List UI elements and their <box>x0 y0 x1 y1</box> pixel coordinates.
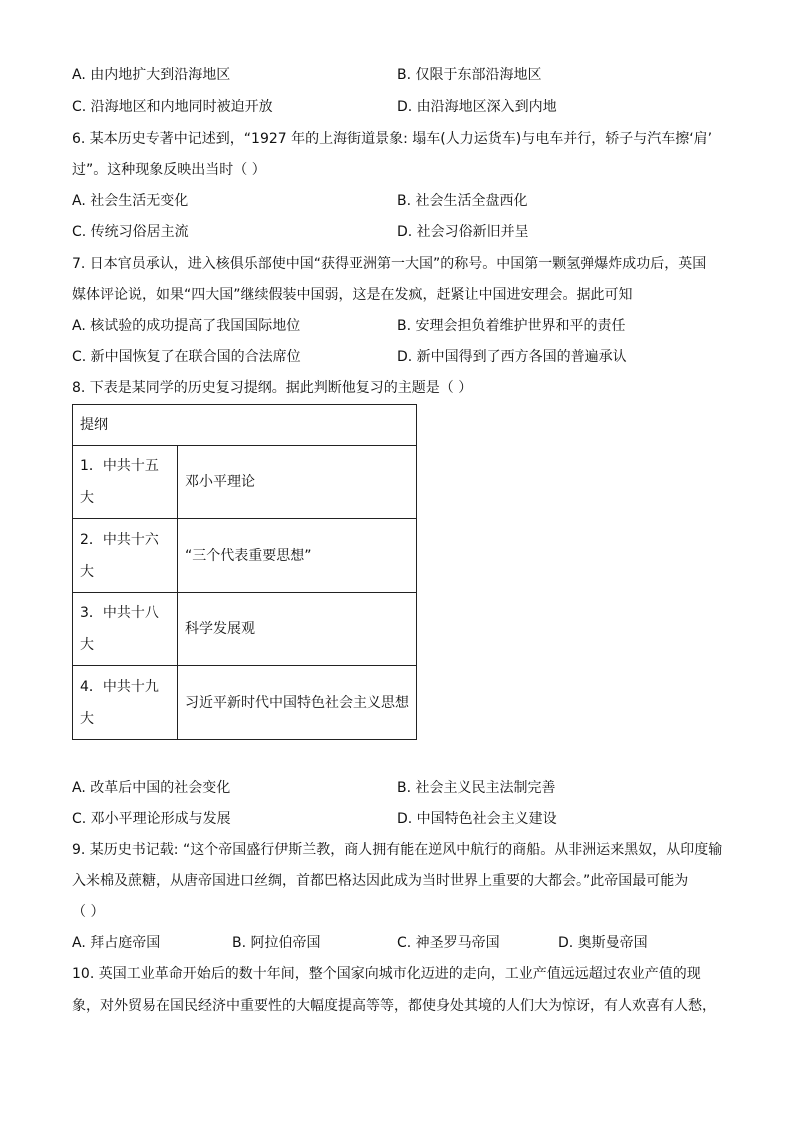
q6-option-b: B. 社会生活全盘西化 <box>397 193 528 209</box>
q8-option-a: A. 改革后中国的社会变化 <box>72 780 231 796</box>
q8-option-d: D. 中国特色社会主义建设 <box>397 811 557 827</box>
q7-stem-line1: 7. 日本官员承认，进入核俱乐部使中国“获得亚洲第一大国”的称号。中国第一颗氢弹爆炸成功后，英国 <box>72 256 707 272</box>
q10-stem-line1: 10. 英国工业革命开始后的数十年间，整个国家向城市化迈进的走向，工业产值远远超过农业产值的现 <box>72 966 701 982</box>
q8-option-c: C. 邓小平理论形成与发展 <box>72 811 231 827</box>
q6-option-d: D. 社会习俗新旧并呈 <box>397 224 529 240</box>
table-row <box>73 593 417 666</box>
q8-option-b: B. 社会主义民主法制完善 <box>397 780 556 796</box>
table-row-content: 邓小平理论 <box>178 446 417 519</box>
q6-option-a: A. 社会生活无变化 <box>72 193 189 209</box>
table-row <box>73 666 417 740</box>
table-header-cell: 提纲 <box>73 405 417 446</box>
outline-table <box>72 404 417 740</box>
table-row-number: 1．中共十五大 <box>73 446 178 519</box>
table-row-number: 3．中共十八大 <box>73 593 178 666</box>
q9-option-c: C. 神圣罗马帝国 <box>397 935 500 951</box>
q7-option-b: B. 安理会担负着维护世界和平的责任 <box>397 318 626 334</box>
q9-stem-line1: 9. 某历史书记载: “这个帝国盛行伊斯兰教，商人拥有能在逆风中航行的商船。从非洲运来黑奴，从印度输 <box>72 842 723 858</box>
q9-stem-line3: （ ） <box>72 904 105 920</box>
table-row-number: 4．中共十九大 <box>73 666 178 740</box>
q9-option-b: B. 阿拉伯帝国 <box>232 935 321 951</box>
q7-stem-line2: 媒体评论说，如果“四大国”继续假装中国弱，这是在发疯，赶紧让中国进安理会。据此可知 <box>72 287 633 303</box>
table-row <box>73 519 417 593</box>
q9-option-a: A. 拜占庭帝国 <box>72 935 161 951</box>
q5-option-a: A. 由内地扩大到沿海地区 <box>72 67 231 83</box>
q7-option-c: C. 新中国恢复了在联合国的合法席位 <box>72 349 301 365</box>
q5-option-c: C. 沿海地区和内地同时被迫开放 <box>72 99 273 115</box>
q9-option-d: D. 奥斯曼帝国 <box>558 935 648 951</box>
table-row-content: 习近平新时代中国特色社会主义思想 <box>178 666 417 740</box>
q8-stem: 8. 下表是某同学的历史复习提纲。据此判断他复习的主题是（ ） <box>72 380 473 396</box>
q5-option-d: D. 由沿海地区深入到内地 <box>397 99 557 115</box>
q6-stem-line1: 6. 某本历史专著中记述到，“1927 年的上海街道景象: 塌车(人力运货车)与电车并行，轿子与汽车擦‘肩’ <box>72 131 713 147</box>
q9-stem-line2: 入米棉及蔗糖，从唐帝国进口丝绸，首都巴格达因此成为当时世界上重要的大都会。”此帝国最可能为 <box>72 873 689 889</box>
table-row-content: 科学发展观 <box>178 593 417 666</box>
table-row-number: 2．中共十六大 <box>73 519 178 593</box>
table-row-content: “三个代表重要思想” <box>178 519 417 593</box>
table-header-row <box>73 405 417 446</box>
q6-option-c: C. 传统习俗居主流 <box>72 224 189 240</box>
table-row <box>73 446 417 519</box>
q5-option-b: B. 仅限于东部沿海地区 <box>397 67 542 83</box>
q10-stem-line2: 象，对外贸易在国民经济中重要性的大幅度提高等等，都使身处其境的人们大为惊讶，有人欢喜有人愁， <box>72 998 716 1014</box>
q6-stem-line2: 过”。这种现象反映出当时（ ） <box>72 162 266 178</box>
q7-option-d: D. 新中国得到了西方各国的普遍承认 <box>397 349 627 365</box>
q7-option-a: A. 核试验的成功提高了我国国际地位 <box>72 318 301 334</box>
